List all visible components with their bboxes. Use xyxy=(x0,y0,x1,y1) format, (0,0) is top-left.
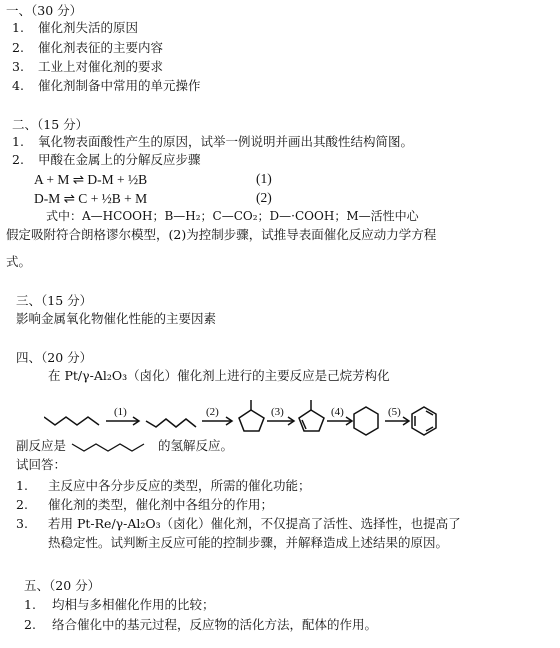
section2-item1-number: 1. xyxy=(12,134,24,149)
section5-item2-number: 2. xyxy=(24,617,36,632)
section4-item1-text: 主反应中各分步反应的类型，所需的催化功能； xyxy=(48,478,311,493)
section2-item1-text: 氧化物表面酸性产生的原因，试举一例说明并画出其酸性结构简图。 xyxy=(38,134,414,149)
section4-heading: 四、（20 分） xyxy=(16,350,93,365)
section1-item3-number: 3. xyxy=(12,59,24,74)
section1-item1-text: 催化剂失活的原因 xyxy=(38,20,139,35)
step-label-2: (2) xyxy=(206,406,219,418)
equation-2-number: (2) xyxy=(256,190,272,205)
section1-item3-text: 工业上对催化剂的要求 xyxy=(38,59,164,74)
equation-1-number: (1) xyxy=(256,171,272,186)
section1-item4-number: 4. xyxy=(12,78,24,93)
side-reaction-prefix: 副反应是 xyxy=(16,438,67,453)
section5-item1-number: 1. xyxy=(24,597,36,612)
hexene-structure xyxy=(146,419,196,427)
questions-lead: 试回答： xyxy=(16,457,67,472)
section1-item1-number: 1. xyxy=(12,20,24,35)
aromatization-reaction-scheme xyxy=(44,398,444,440)
section5-item1-text: 均相与多相催化作用的比较； xyxy=(52,597,215,612)
cyclohexane-structure xyxy=(354,407,378,435)
section4-item1-number: 1. xyxy=(16,478,28,493)
section2-heading: 二、（15 分） xyxy=(12,117,89,132)
methylcyclopentane-structure xyxy=(239,410,264,431)
section2-paragraph-line1: 假定吸附符合朗格谬尔模型，(2)为控制步骤，试推导表面催化反应动力学方程 xyxy=(6,227,437,242)
section2-item2-text: 甲酸在金属上的分解反应步骤 xyxy=(38,152,201,167)
section3-text: 影响金属氧化物催化性能的主要因素 xyxy=(16,311,217,326)
section5-heading: 五、（20 分） xyxy=(24,578,101,593)
side-reaction-suffix: 的氢解反应。 xyxy=(158,438,234,453)
section2-item2-number: 2. xyxy=(12,152,24,167)
section3-heading: 三、（15 分） xyxy=(16,293,93,308)
step-label-4: (4) xyxy=(331,406,344,418)
section2-paragraph-line2: 式。 xyxy=(6,254,32,269)
section1-heading: 一、（30 分） xyxy=(6,3,83,18)
hexane-structure xyxy=(44,417,99,425)
section1-item2-text: 催化剂表征的主要内容 xyxy=(38,40,164,55)
section1-item2-number: 2. xyxy=(12,40,24,55)
section1-item4-text: 催化剂制备中常用的单元操作 xyxy=(38,78,201,93)
section4-item2-text: 催化剂的类型，催化剂中各组分的作用； xyxy=(48,497,274,512)
step-label-1: (1) xyxy=(114,406,127,418)
section4-item3-line2: 热稳定性。试判断主反应可能的控制步骤，并解释造成上述结果的原因。 xyxy=(48,535,449,550)
step-label-3: (3) xyxy=(271,406,284,418)
section4-item3-number: 3. xyxy=(16,516,28,531)
section4-intro: 在 Pt/γ-Al₂O₃（卤化）催化剂上进行的主要反应是己烷芳构化 xyxy=(48,368,390,383)
section4-item3-text: 若用 Pt-Re/γ-Al₂O₃（卤化）催化剂，不仅提高了活性、选择性，也提高了 xyxy=(48,516,461,531)
equation-legend: 式中：A—HCOOH；B—H₂；C—CO₂；D—·COOH；M—活性中心 xyxy=(46,209,419,223)
hexane-side-reaction-structure xyxy=(70,440,150,454)
step-label-5: (5) xyxy=(388,406,401,418)
equation-2: D-M ⇌ C + ½B + M xyxy=(34,191,148,206)
section4-item2-number: 2. xyxy=(16,497,28,512)
equation-1: A + M ⇌ D-M + ½B xyxy=(34,172,148,187)
section5-item2-text: 络合催化中的基元过程，反应物的活化方法，配体的作用。 xyxy=(52,617,378,632)
